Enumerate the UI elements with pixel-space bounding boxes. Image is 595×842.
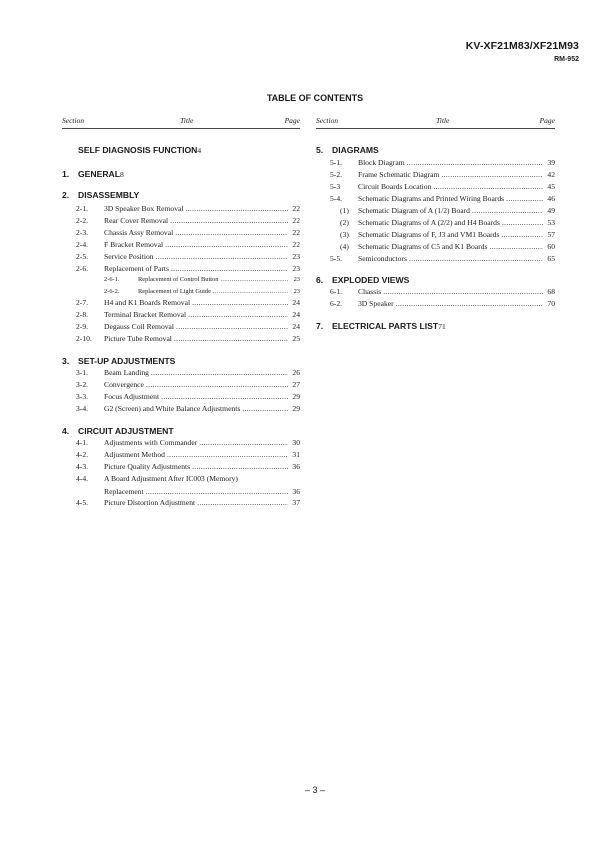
toc-entry-title: Focus Adjustment (104, 392, 160, 401)
toc-page-number: 22 (292, 240, 300, 249)
toc-entry-title: Schematic Diagrams of C5 and K1 Boards (358, 242, 488, 251)
dot-leader (167, 449, 288, 460)
toc-entry-number: 6. (316, 275, 324, 285)
toc-entry-number: (4) (340, 242, 349, 251)
toc-page-number: 36 (292, 462, 300, 471)
toc-entry-number: 2-2. (76, 216, 89, 225)
toc-page-number: 65 (547, 254, 555, 263)
toc-entry-title: Chassis (358, 287, 382, 296)
toc-entry-title: Adjustments with Commander (104, 438, 198, 447)
rm-code: RM-952 (554, 56, 579, 63)
toc-entry-title: Adjustment Method (104, 450, 165, 459)
toc-entry[interactable] (62, 227, 300, 238)
toc-entry-number: 6-2. (330, 299, 343, 308)
toc-entry[interactable] (62, 473, 300, 484)
toc-entry-number: 6-1. (330, 287, 343, 296)
dot-leader (161, 391, 288, 402)
toc-page-number: 39 (547, 158, 555, 167)
toc-entry-title: Picture Distortion Adjustment (104, 498, 196, 507)
toc-entry[interactable] (62, 297, 300, 308)
toc-entry-title: Picture Quality Adjustments (104, 462, 191, 471)
toc-entry-number: 2. (62, 190, 70, 200)
toc-entry-number: 4-5. (76, 498, 89, 507)
toc-page-number: 22 (292, 204, 300, 213)
dot-leader (199, 437, 288, 448)
toc-entry-title: Replacement of Light Guide (138, 288, 211, 295)
toc-page-number: 42 (547, 170, 555, 179)
page-title: TABLE OF CONTENTS (266, 93, 364, 103)
dot-leader (165, 239, 288, 250)
toc-entry-number: 2-8. (76, 310, 89, 319)
toc-entry-number: (3) (340, 230, 349, 239)
toc-entry-title: G2 (Screen) and White Balance Adjustments (104, 404, 241, 413)
toc-entry-title: Schematic Diagrams and Printed Wiring Boards (358, 194, 505, 203)
toc-page-number: 26 (292, 368, 300, 377)
toc-entry-number: 4-1. (76, 438, 89, 447)
toc-page-number: 29 (292, 392, 300, 401)
dot-leader (197, 497, 288, 508)
toc-page-number: 60 (547, 242, 555, 251)
toc-entry[interactable] (62, 449, 300, 460)
toc-entry-title: Schematic Diagrams of A (2/2) and H4 Boards (358, 218, 500, 227)
toc-page-number: 25 (292, 334, 300, 343)
dot-leader (192, 461, 288, 472)
toc-entry[interactable] (316, 181, 555, 192)
toc-entry[interactable] (62, 239, 300, 250)
toc-page-number: 24 (292, 298, 300, 307)
toc-entry-title: 3D Speaker (358, 299, 394, 308)
toc-page-number: 45 (547, 182, 555, 191)
toc-subentry[interactable] (62, 286, 300, 297)
toc-entry-title: Semiconductors (358, 254, 407, 263)
toc-entry[interactable] (316, 253, 555, 264)
toc-entry-title: Replacement of Parts (104, 264, 169, 273)
toc-page-number: 31 (292, 450, 300, 459)
toc-entry-number: (1) (340, 206, 349, 215)
toc-entry-number: 2-10. (76, 334, 92, 343)
toc-entry[interactable] (62, 333, 300, 344)
toc-entry[interactable] (62, 437, 300, 448)
toc-entry-number: 2-6-1. (104, 276, 120, 283)
dot-leader (170, 215, 288, 226)
toc-page-number: 71 (438, 322, 446, 331)
toc-entry-title: Replacement of Control Button (138, 276, 219, 283)
toc-entry[interactable] (62, 251, 300, 262)
toc-entry-number: 2-9. (76, 322, 89, 331)
column-section-label: Section (316, 116, 339, 125)
toc-entry[interactable] (316, 169, 555, 180)
dot-leader (242, 403, 288, 414)
toc-entry-number: 4-4. (76, 474, 89, 483)
toc-page-number: 68 (547, 287, 555, 296)
toc-entry-title: DISASSEMBLY (78, 190, 140, 200)
toc-entry-number: 4-3. (76, 462, 89, 471)
dot-leader (174, 333, 288, 344)
toc-page-number: 23 (293, 288, 300, 295)
toc-entry-number: 4. (62, 426, 70, 436)
toc-entry-number: 2-4. (76, 240, 89, 249)
toc-page-number: 22 (292, 228, 300, 237)
toc-entry[interactable] (316, 217, 555, 228)
dot-leader (441, 169, 543, 180)
toc-entry[interactable] (316, 286, 555, 297)
toc-entry-title: H4 and K1 Boards Removal (104, 298, 191, 307)
dot-leader (186, 203, 288, 214)
toc-subentry[interactable] (62, 274, 300, 285)
toc-page-number: 70 (547, 299, 555, 308)
toc-entry-number: 5-5. (330, 254, 343, 263)
toc-entry[interactable] (316, 241, 555, 252)
dot-leader (151, 367, 288, 378)
toc-entry-number: 3-2. (76, 380, 89, 389)
toc-entry-title: Frame Schematic Diagram (358, 170, 440, 179)
toc-page-number: 37 (292, 498, 300, 507)
toc-page-number: 30 (292, 438, 300, 447)
toc-entry-title: Convergence (104, 380, 144, 389)
toc-entry-number: 2-7. (76, 298, 89, 307)
toc-entry-number: 3-1. (76, 368, 89, 377)
toc-entry-number: 2-6. (76, 264, 89, 273)
toc-entry-title: Chassis Assy Removal (104, 228, 174, 237)
toc-entry-title: 3D Speaker Box Removal (104, 204, 184, 213)
toc-entry-title: Rear Cover Removal (104, 216, 169, 225)
toc-entry-number: (2) (340, 218, 349, 227)
dot-leader (220, 274, 288, 285)
toc-entry[interactable] (62, 309, 300, 320)
toc-entry[interactable] (62, 486, 300, 497)
toc-entry-number: 5. (316, 145, 324, 155)
toc-section-heading[interactable] (62, 144, 300, 156)
dot-leader (146, 379, 288, 390)
column-page-label: Page (284, 116, 300, 125)
toc-entry-number: 5-1. (330, 158, 343, 167)
column-title-label: Title (180, 116, 194, 125)
toc-section-heading[interactable] (62, 425, 300, 437)
toc-page-number: 23 (292, 264, 300, 273)
column-page-label: Page (539, 116, 555, 125)
dot-leader (506, 193, 543, 204)
toc-entry-title: EXPLODED VIEWS (332, 275, 410, 285)
toc-entry-number: 5-4. (330, 194, 343, 203)
toc-entry-number: 4-2. (76, 450, 89, 459)
toc-page-number: 23 (293, 276, 300, 283)
toc-section-heading[interactable] (316, 274, 555, 286)
toc-page-number: 27 (292, 380, 300, 389)
toc-page-number: 57 (547, 230, 555, 239)
toc-entry-title: Picture Tube Removal (104, 334, 172, 343)
toc-page-number: 8 (120, 170, 124, 179)
toc-page-number: 36 (292, 487, 300, 496)
column-title-label: Title (436, 116, 450, 125)
toc-entry-number: 2-1. (76, 204, 89, 213)
dot-leader (501, 229, 543, 240)
toc-entry[interactable] (316, 157, 555, 168)
toc-entry-number: 3-3. (76, 392, 89, 401)
toc-entry-title: Degauss Coil Removal (104, 322, 175, 331)
toc-section-heading[interactable] (62, 189, 300, 201)
toc-entry-number: 5-2. (330, 170, 343, 179)
toc-page-number: 4 (197, 146, 202, 155)
toc-page-number: 49 (547, 206, 555, 215)
toc-entry[interactable] (62, 203, 300, 214)
toc-entry[interactable] (62, 321, 300, 332)
toc-entry[interactable] (62, 497, 300, 508)
dot-leader (192, 297, 288, 308)
toc-entry[interactable] (62, 391, 300, 402)
toc-entry-title: Schematic Diagrams of F, J3 and VM1 Boards (358, 230, 500, 239)
toc-entry-title: F Bracket Removal (104, 240, 164, 249)
toc-entry-title: Beam Landing (104, 368, 149, 377)
toc-entry-title: Schematic Diagram of A (1/2) Board (358, 206, 470, 215)
toc-entry-number: 1. (62, 169, 70, 179)
toc-entry-title: A Board Adjustment After IC003 (Memory) (104, 474, 238, 483)
dot-leader (433, 181, 543, 192)
dot-leader (146, 486, 288, 497)
toc-entry[interactable] (316, 298, 555, 309)
toc-entry-title: ELECTRICAL PARTS LIST (332, 321, 439, 331)
toc-entry-title: SELF DIAGNOSIS FUNCTION (78, 145, 198, 155)
toc-entry-number: 2-6-2. (104, 288, 120, 295)
toc-page-number: 53 (547, 218, 555, 227)
dot-leader (176, 321, 288, 332)
toc-entry[interactable] (62, 215, 300, 226)
toc-section-heading[interactable] (62, 355, 300, 367)
dot-leader (472, 205, 543, 216)
toc-entry[interactable] (316, 205, 555, 216)
column-section-label: Section (62, 116, 85, 125)
toc-entry-title: GENERAL (78, 169, 121, 179)
toc-entry-number: 7. (316, 321, 324, 331)
page-number: – 3 – (304, 785, 326, 795)
toc-page-number: 46 (547, 194, 555, 203)
dot-leader (383, 286, 543, 297)
column-header-left (62, 116, 300, 129)
dot-leader (175, 227, 288, 238)
toc-section-heading[interactable] (316, 320, 555, 332)
dot-leader (490, 241, 544, 252)
toc-entry-title: Replacement (104, 487, 144, 496)
dot-leader (409, 253, 543, 264)
dot-leader (213, 286, 288, 297)
toc-section-heading[interactable] (316, 144, 555, 156)
dot-leader (502, 217, 543, 228)
toc-entry-title: CIRCUIT ADJUSTMENT (78, 426, 174, 436)
toc-entry-number: 3. (62, 356, 70, 366)
toc-entry-number: 3-4. (76, 404, 89, 413)
toc-entry[interactable] (316, 229, 555, 240)
toc-page-number: 22 (292, 216, 300, 225)
dot-leader (171, 263, 288, 274)
toc-page-number: 23 (292, 252, 300, 261)
toc-page-number: 24 (292, 322, 300, 331)
toc-entry-title: Terminal Bracket Removal (104, 310, 187, 319)
toc-entry-title: Service Position (104, 252, 154, 261)
toc-entry[interactable] (62, 367, 300, 378)
toc-entry-number: 2-3. (76, 228, 89, 237)
toc-entry-number: 5-3 (330, 182, 341, 191)
toc-entry-number: 2-5. (76, 252, 89, 261)
toc-entry[interactable] (62, 403, 300, 414)
toc-entry[interactable] (62, 263, 300, 274)
toc-entry[interactable] (62, 379, 300, 390)
dot-leader (188, 309, 288, 320)
model-number: KV-XF21M83/XF21M93 (465, 40, 579, 52)
dot-leader (407, 157, 543, 168)
toc-page-number: 29 (292, 404, 300, 413)
toc-entry-title: DIAGRAMS (332, 145, 379, 155)
toc-section-heading[interactable] (62, 168, 300, 180)
toc-entry-title: Circuit Boards Location (358, 182, 432, 191)
toc-entry[interactable] (62, 461, 300, 472)
dot-leader (396, 298, 543, 309)
dot-leader (156, 251, 288, 262)
toc-entry-title: SET-UP ADJUSTMENTS (78, 356, 176, 366)
column-header-right (316, 116, 555, 129)
toc-page-number: 24 (292, 310, 300, 319)
toc-entry[interactable] (316, 193, 555, 204)
toc-entry-title: Block Diagram (358, 158, 405, 167)
